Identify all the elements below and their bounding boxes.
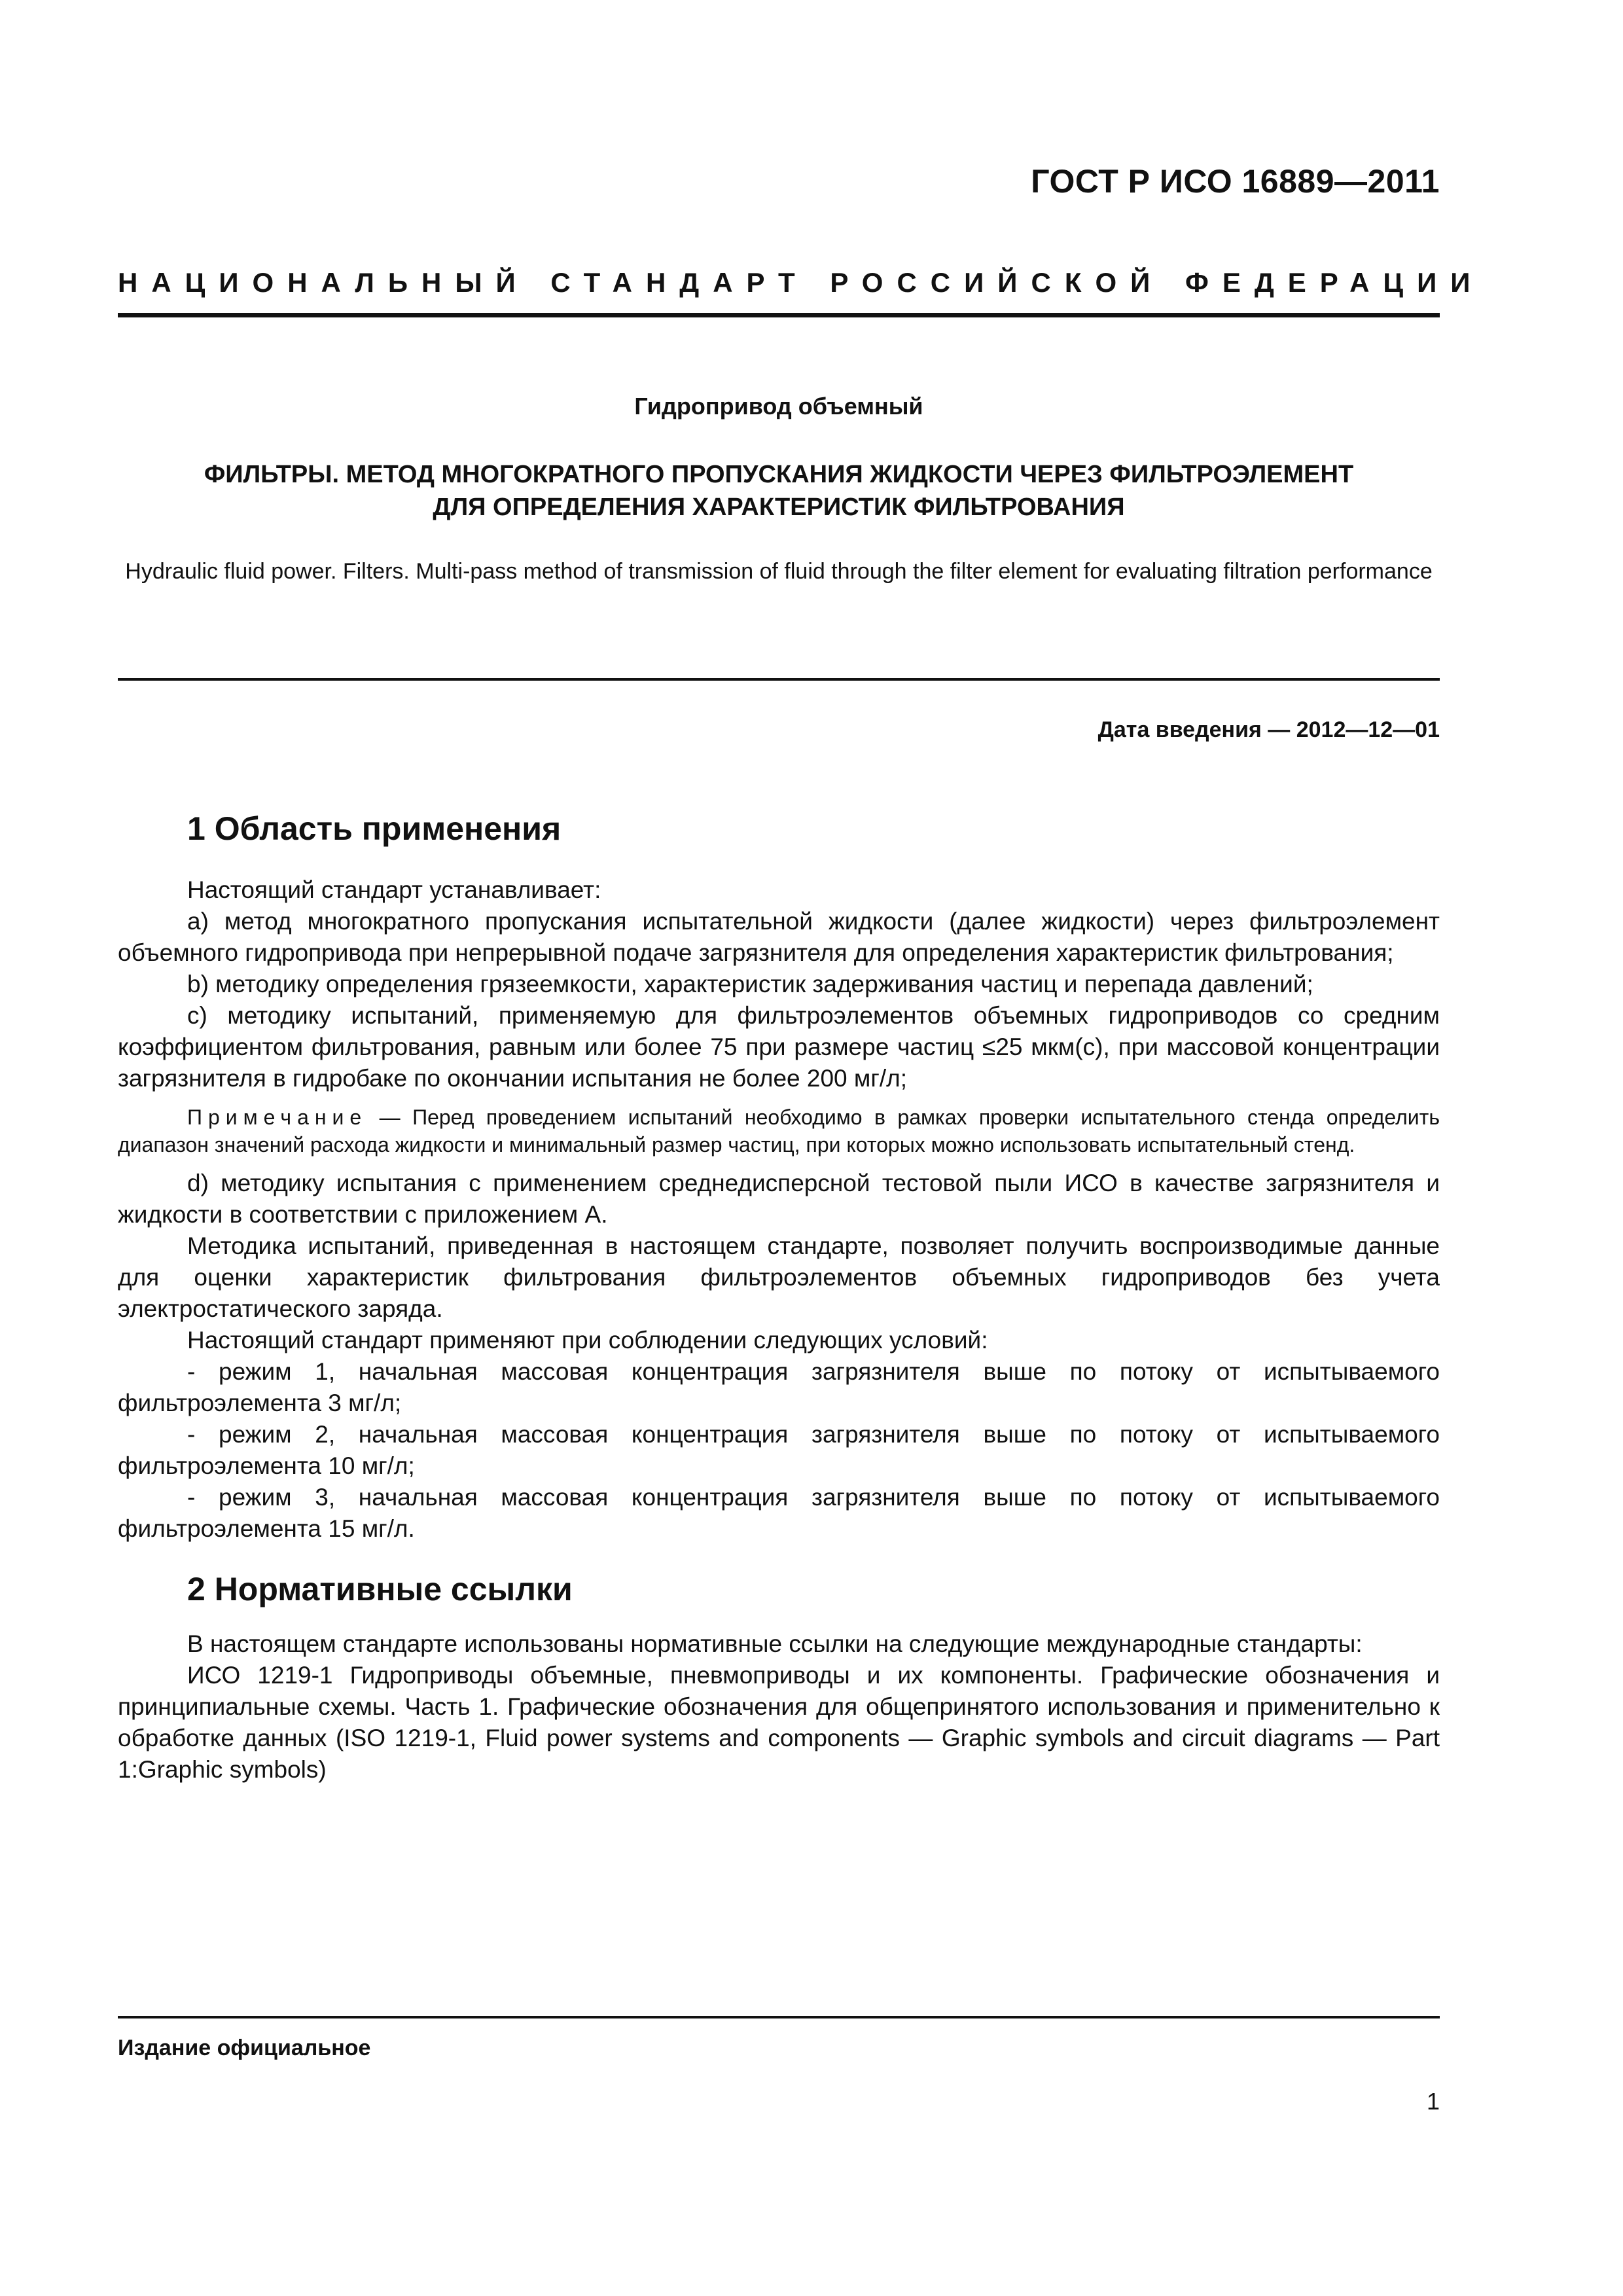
document-subject: Гидропривод объемный [634,393,923,420]
footer-divider [118,2016,1440,2018]
page-number: 1 [1426,2088,1440,2115]
note-text: — Перед проведением испытаний необходимо в рамках проверки испытательного стенда определить диапазон значений расхода жидкости и минимальный размер частиц, при которых можно использовать испытательный стенд. [118,1105,1440,1157]
section-1-intro: Настоящий стандарт устанавливает: [187,876,601,903]
section-1 [118,809,1440,1785]
title-ru-line-2: ДЛЯ ОПРЕДЕЛЕНИЯ ХАРАКТЕРИСТИК ФИЛЬТРОВАНИЯ [433,493,1125,521]
mode-1: - режим 1, начальная массовая концентрация загрязнителя выше по потоку от испытываемого фильтроэлемента 3 мг/л; [118,1358,1440,1416]
note [118,1103,1440,1158]
section-2-intro: В настоящем стандарте использованы нормативные ссылки на следующие международные стандарты: [187,1630,1363,1657]
introduction-date: Дата введения — 2012—12—01 [1097,717,1440,742]
scope-item-d: d) методику испытания с применением среднедисперсной тестовой пыли ИСО в качестве загрязнителя и жидкости в соответствии с приложением А. [118,1170,1440,1228]
document-number: ГОСТ Р ИСО 16889—2011 [1031,163,1440,200]
section-2-heading: 2 Нормативные ссылки [187,1571,573,1607]
reference-iso-1219-1: ИСО 1219-1 Гидроприводы объемные, пневмоприводы и их компоненты. Графические обозначения и принципиальные схемы. Часть 1. Графические обозначения для общепринятого использования и применительно к обработке данных (ISO 1219-1, Fluid power systems and components — Graphic symbols and circuit diagrams — Part 1:Graphic symbols) [118,1662,1440,1783]
header-divider [118,313,1440,317]
mode-2: - режим 2, начальная массовая концентрация загрязнителя выше по потоку от испытываемого фильтроэлемента 10 мг/л; [118,1421,1440,1479]
scope-item-a: а) метод многократного пропускания испытательной жидкости (далее жидкости) через фильтроэлемент объемного гидропривода при непрерывной подаче загрязнителя для определения характеристик фильтрования; [118,908,1440,966]
national-standard-banner: НАЦИОНАЛЬНЫЙ СТАНДАРТ РОССИЙСКОЙ ФЕДЕРАЦИИ [118,267,1484,298]
note-label: Примечание [187,1105,368,1129]
title-ru-line-1: ФИЛЬТРЫ. МЕТОД МНОГОКРАТНОГО ПРОПУСКАНИЯ ЖИДКОСТИ ЧЕРЕЗ ФИЛЬТРОЭЛЕМЕНТ [204,461,1354,488]
section-1-heading: 1 Область применения [187,810,562,847]
title-divider [118,678,1440,681]
document-title-ru [118,458,1440,524]
scope-item-b: b) методику определения грязеемкости, характеристик задерживания частиц и перепада давлений; [187,971,1313,997]
method-paragraph: Методика испытаний, приведенная в настоящем стандарте, позволяет получить воспроизводимые данные для оценки характеристик фильтрования фильтроэлементов объемных гидроприводов без учета электростатического заряда. [118,1232,1440,1322]
document-title-en: Hydraulic fluid power. Filters. Multi-pass method of transmission of fluid through the filter element for evaluating filtration performance [125,559,1433,584]
official-edition-label: Издание официальное [118,2036,371,2060]
mode-3: - режим 3, начальная массовая концентрация загрязнителя выше по потоку от испытываемого фильтроэлемента 15 мг/л. [118,1484,1440,1542]
conditions-intro: Настоящий стандарт применяют при соблюдении следующих условий: [187,1327,988,1354]
scope-item-c: с) методику испытаний, применяемую для фильтроэлементов объемных гидроприводов со средним коэффициентом фильтрования, равным или более 75 при размере частиц ≤25 мкм(с), при массовой концентрации загрязнителя в гидробаке по окончании испытания не более 200 мг/л; [118,1002,1440,1092]
